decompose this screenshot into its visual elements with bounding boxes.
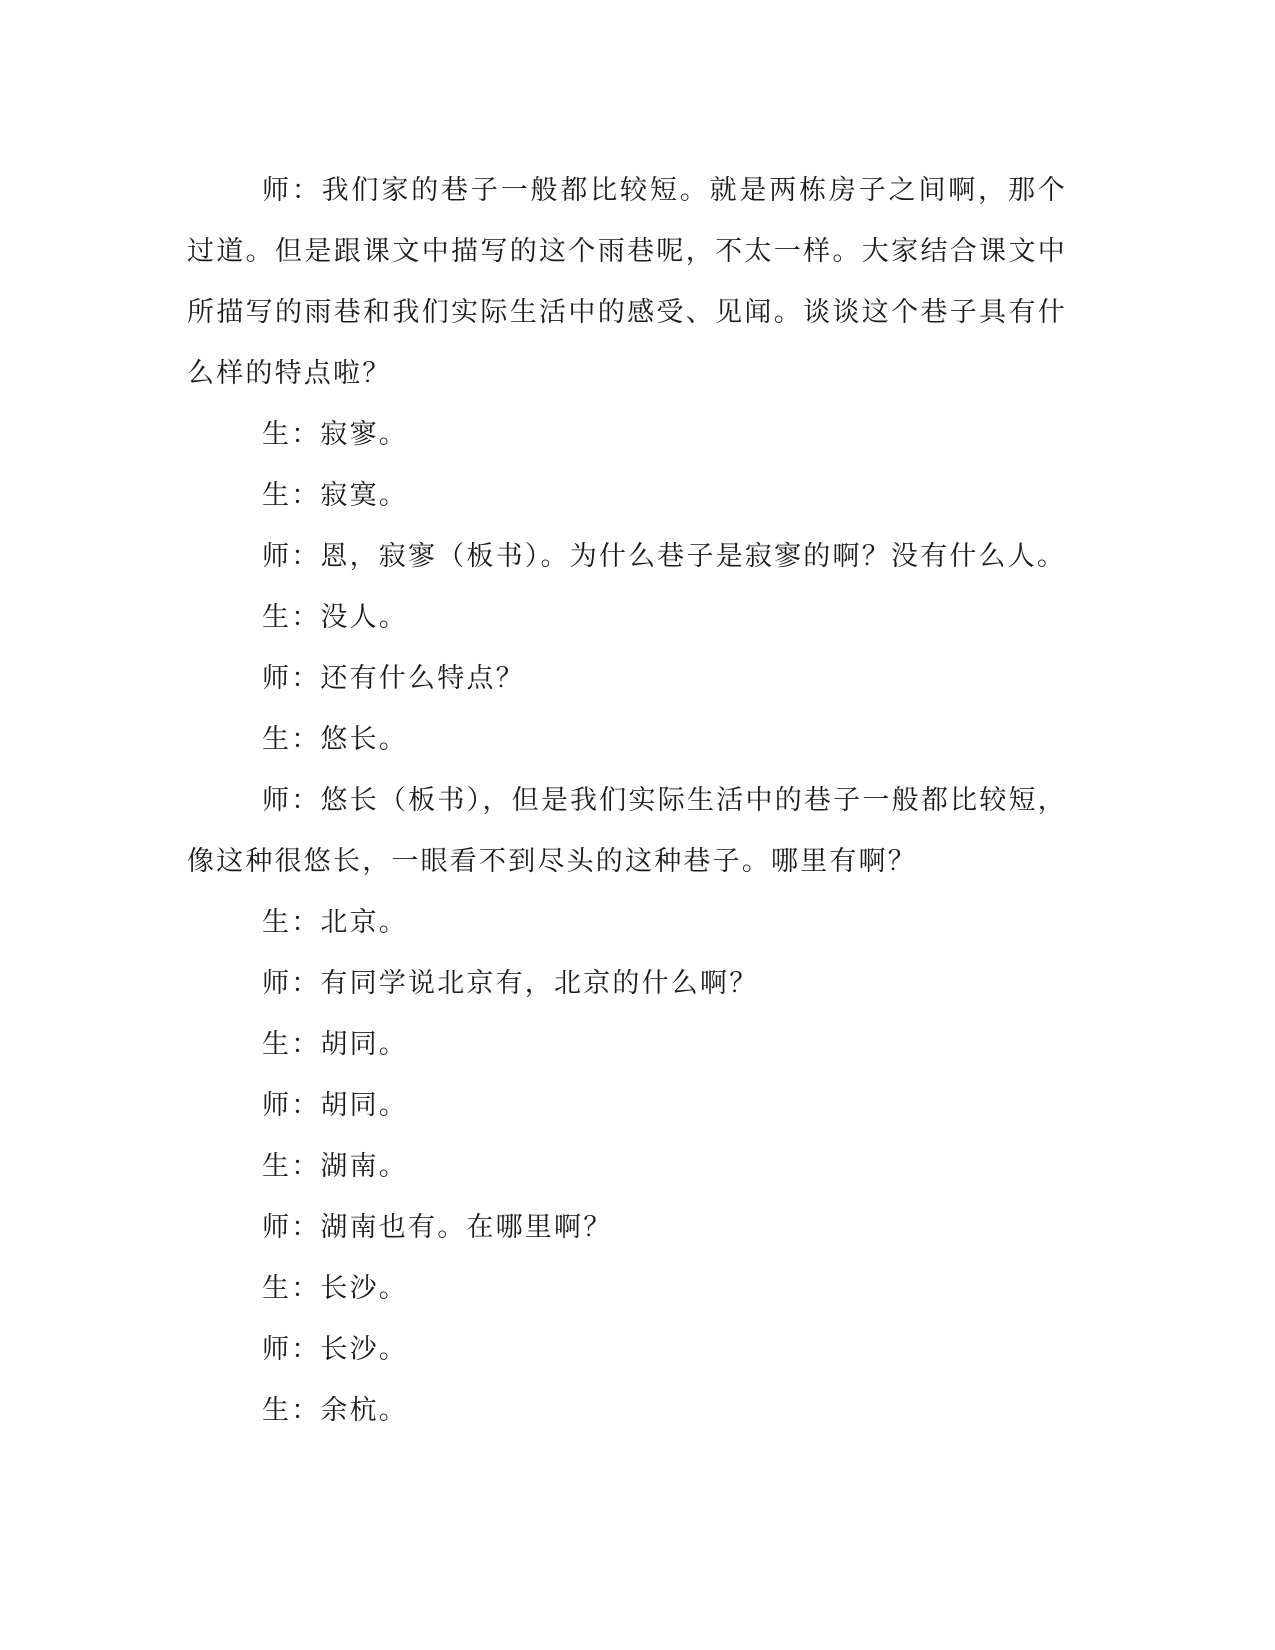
paragraph: 生：北京。	[262, 907, 408, 938]
paragraph: 师：恩，寂寥（板书）。为什么巷子是寂寥的啊？没有什么人。	[262, 541, 1067, 572]
paragraph: 生：寂寞。	[262, 480, 408, 511]
paragraph: 生：没人。	[262, 602, 408, 633]
paragraph: 师：有同学说北京有，北京的什么啊？	[262, 968, 759, 999]
dialogue-body	[187, 160, 1067, 1441]
paragraph: 师：湖南也有。在哪里啊？	[262, 1212, 613, 1243]
paragraph: 师：还有什么特点？	[262, 663, 525, 694]
paragraph: 师：我们家的巷子一般都比较短。就是两栋房子之间啊，那个过道。但是跟课文中描写的这个雨巷呢，不太一样。大家结合课文中所描写的雨巷和我们实际生活中的感受、见闻。谈谈这个巷子具有什么样的特点啦？	[187, 175, 1067, 389]
paragraph: 生：胡同。	[262, 1029, 408, 1060]
paragraph: 师：悠长（板书），但是我们实际生活中的巷子一般都比较短，像这种很悠长，一眼看不到尽头的这种巷子。哪里有啊？	[187, 785, 1067, 877]
paragraph: 师：胡同。	[262, 1090, 408, 1121]
paragraph: 生：长沙。	[262, 1273, 408, 1304]
paragraph: 师：长沙。	[262, 1334, 408, 1365]
paragraph: 生：湖南。	[262, 1151, 408, 1182]
paragraph: 生：余杭。	[262, 1395, 408, 1426]
paragraph: 生：寂寥。	[262, 419, 408, 450]
paragraph: 生：悠长。	[262, 724, 408, 755]
